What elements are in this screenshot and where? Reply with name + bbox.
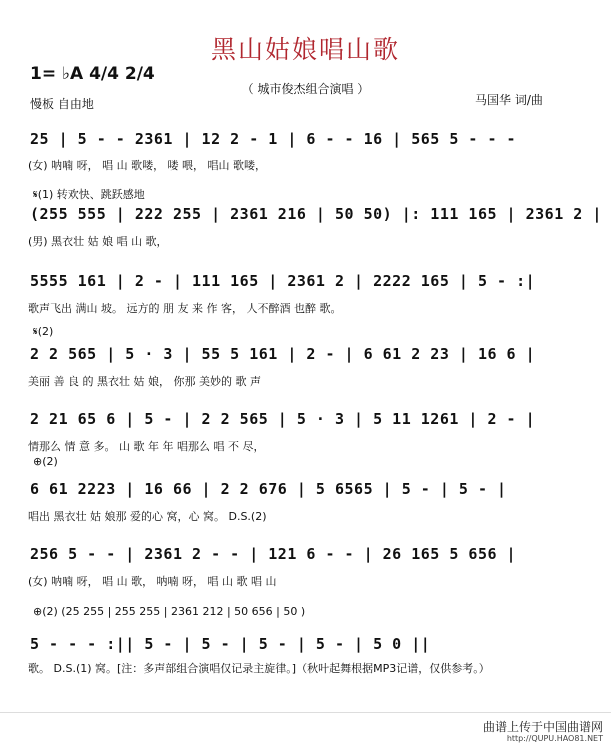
- section-marker: ⊕(2) (25 255 | 255 255 | 2361 212 | 50 656 | 50 ): [33, 605, 306, 618]
- lyric-line: 歌声飞出 满山 坡。 远方的 朋 友 来 作 客， 人不醉酒 也醉 歌。: [28, 302, 342, 315]
- notation-line: 5 - - - :|| 5 - | 5 - | 5 - | 5 - | 5 0 ||: [30, 635, 431, 653]
- notation-line: 2 21 65 6 | 5 - | 2 2 565 | 5 · 3 | 5 11 1261 | 2 - |: [30, 410, 536, 428]
- section-marker: ⊕(2): [33, 455, 58, 468]
- notation-line: 6 61 2223 | 16 66 | 2 2 676 | 5 6565 | 5 - | 5 - |: [30, 480, 507, 498]
- lyric-line: (女) 呐喃 呀， 唱 山 歌喽， 喽 喂， 唱山 歌喽，: [28, 159, 267, 172]
- lyric-line: 情那么 情 意 多。 山 歌 年 年 唱那么 唱 不 尽，: [28, 440, 265, 453]
- section-marker: 𝄋(1) 转欢快、跳跃感地: [33, 188, 145, 201]
- lyric-line: 唱出 黑衣壮 姑 娘那 爱的心 窝，心 窝。 D.S.(2): [28, 510, 267, 523]
- notation-line: 2 2 565 | 5 · 3 | 55 5 161 | 2 - | 6 61 2 23 | 16 6 |: [30, 345, 536, 363]
- lyric-line: 美丽 善 良 的 黑衣壮 姑 娘， 你那 美妙的 歌 声: [28, 375, 261, 388]
- footer-url: http://QUPU.HAO81.NET: [506, 734, 603, 743]
- author-credit: 马国华 词/曲: [475, 93, 543, 107]
- lyric-line: (男) 黑衣壮 姑 娘 唱 山 歌，: [28, 235, 168, 248]
- lyric-line: 歌。 D.S.(1) 窝。[注：多声部组合演唱仅记录主旋律。]（秋叶起舞根据MP3记谱，仅供参考。）: [28, 662, 490, 675]
- section-marker: 𝄋(2): [33, 325, 54, 338]
- tempo-marking: 慢板 自由地: [30, 97, 94, 111]
- notation-line: 25 | 5 - - 2361 | 12 2 - 1 | 6 - - 16 | 565 5 - - -: [30, 130, 517, 148]
- notation-line: 256 5 - - | 2361 2 - - | 121 6 - - | 26 165 5 656 |: [30, 545, 517, 563]
- notation-line: 5555 161 | 2 - | 111 165 | 2361 2 | 2222 165 | 5 - :|: [30, 272, 536, 290]
- notation-line: (255 555 | 222 255 | 2361 216 | 50 50) |: 111 165 | 2361 2 |: [30, 205, 602, 223]
- performer-subtitle: （ 城市俊杰组合演唱 ）: [241, 82, 370, 96]
- key-signature: 1= ♭A 4/4 2/4: [30, 64, 155, 84]
- lyric-line: (女) 呐喃 呀， 唱 山 歌， 呐喃 呀， 唱 山 歌 唱 山: [28, 575, 277, 588]
- page-title: 黑山姑娘唱山歌: [210, 35, 400, 64]
- footer-site: 曲谱上传于中国曲谱网: [482, 720, 603, 734]
